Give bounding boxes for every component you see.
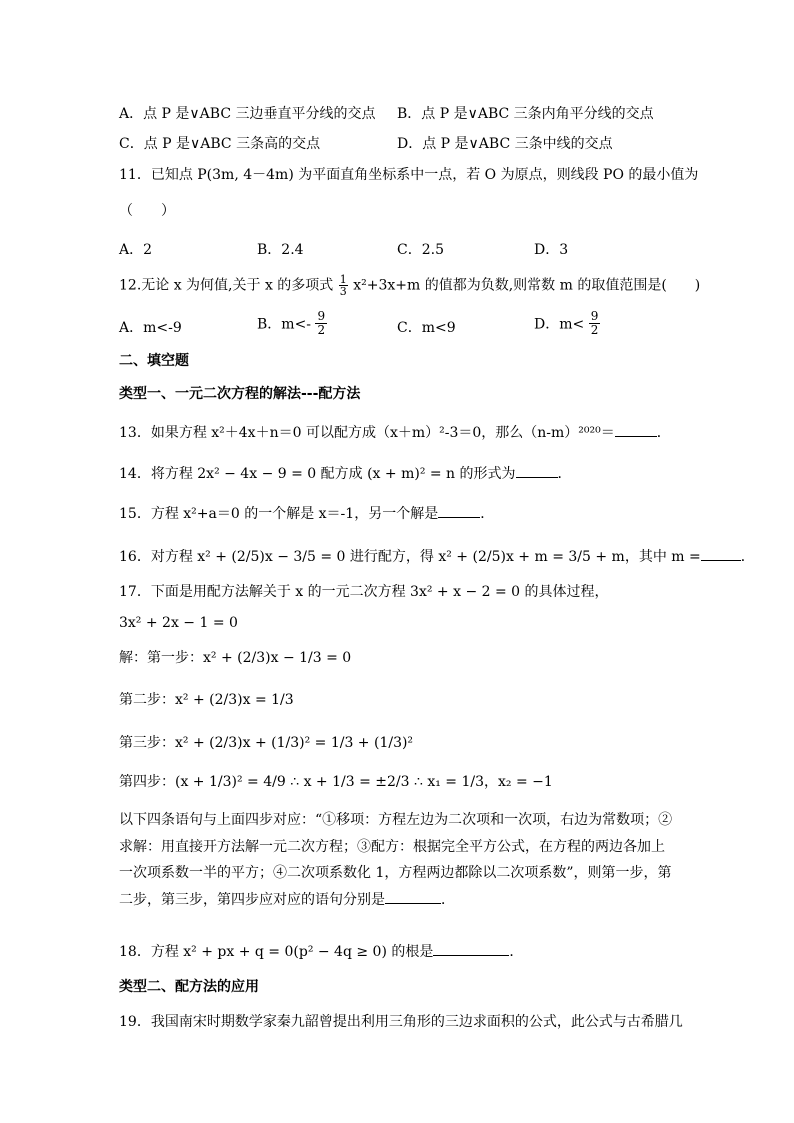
- q12-option-b-text: B．m<-: [257, 316, 312, 333]
- q17-stem: 17．下面是用配方法解关于 x 的一元二次方程 3x² + x − 2 = 0 的具体过程，: [119, 584, 609, 600]
- q13-blank: [615, 422, 657, 437]
- type2-heading: 类型二、配方法的应用: [119, 979, 259, 995]
- q17-period: ．: [441, 891, 455, 908]
- q12-fraction: [339, 274, 348, 297]
- q17-paragraph: [119, 807, 679, 913]
- q11-option-d: D．3: [534, 242, 569, 258]
- q16-text: 16．对方程 x² + (2/5)x − 3/5 = 0 进行配方，得 x² + (2/5)x + m = 3/5 + m，其中 m =: [119, 549, 701, 565]
- q18-period: ．: [509, 944, 524, 960]
- q16-period: ．: [740, 549, 755, 565]
- q18: [119, 941, 523, 962]
- q18-blank: [433, 941, 509, 956]
- q12-stem-before: 12.无论 x 为何值,关于 x 的多项式: [119, 277, 334, 294]
- q14: [119, 463, 572, 484]
- q17-blank: [385, 889, 441, 904]
- q14-period: ．: [557, 466, 572, 482]
- q17-paragraph-line1: 以下四条语句与上面四步对应：“①移项：方程左边为二次项和一次项，右边为常数项；②: [119, 812, 673, 828]
- q13: [119, 422, 671, 443]
- q12-option-d: [534, 310, 600, 337]
- q12-option-b-fraction: [315, 310, 327, 337]
- q15: [119, 503, 494, 524]
- q14-text: 14．将方程 2x² − 4x − 9 = 0 配方成 (x + m)² = n 的形式为: [119, 466, 516, 482]
- q12-option-c: C．m<9: [397, 320, 456, 336]
- q10-option-c: C．点 P 是∨ABC 三条高的交点: [119, 136, 321, 152]
- q11-answer-paren: （ ）: [119, 203, 175, 219]
- q10-option-d: D．点 P 是∨ABC 三条中线的交点: [397, 136, 613, 152]
- q15-text: 15．方程 x²+a＝0 的一个解是 x＝-1，另一个解是: [119, 506, 439, 522]
- q17-step3: 第三步：x² + (2/3)x + (1/3)² = 1/3 + (1/3)²: [119, 735, 414, 751]
- q10-option-b: B．点 P 是∨ABC 三条内角平分线的交点: [397, 106, 654, 122]
- q12-option-b-num: 9: [317, 309, 326, 323]
- q11-option-b: B．2.4: [257, 242, 304, 258]
- q13-text: 13．如果方程 x²＋4x＋n＝0 可以配方成（x＋m）²-3＝0，那么（n-m）²⁰²⁰＝: [119, 425, 615, 441]
- q12-option-b: [257, 310, 327, 337]
- q17-paragraph-line2: 求解：用直接开方法解一元二次方程；③配方：根据完全平方公式，在方程的两边各加上: [119, 838, 665, 855]
- q17-step4: 第四步：(x + 1/3)² = 4/9 ∴ x + 1/3 = ±2/3 ∴ x₁ = 1/3，x₂ = −1: [119, 774, 553, 790]
- q12-option-d-text: D．m<: [534, 316, 585, 333]
- q18-text: 18．方程 x² + px + q = 0(p² − 4q ≥ 0) 的根是: [119, 944, 434, 960]
- q12-fraction-den: 3: [339, 285, 347, 298]
- q12-option-a: A．m<-9: [119, 320, 182, 336]
- q12-option-d-fraction: [589, 310, 601, 337]
- q16: [119, 546, 755, 567]
- q12-option-d-num: 9: [590, 309, 599, 323]
- q16-blank: [701, 546, 741, 561]
- q19-stem: 19．我国南宋时期数学家秦九韶曾提出利用三角形的三边求面积的公式，此公式与古希腊几: [119, 1014, 683, 1030]
- q12-option-d-den: 2: [590, 323, 599, 337]
- q11-option-c: C．2.5: [397, 242, 444, 258]
- q15-blank: [438, 503, 480, 518]
- q17-step1: 解：第一步：x² + (2/3)x − 1/3 = 0: [119, 650, 352, 666]
- q13-period: ．: [656, 425, 671, 441]
- section-fill-in-heading: 二、填空题: [119, 353, 189, 369]
- q14-blank: [516, 463, 558, 478]
- q10-option-a: A．点 P 是∨ABC 三边垂直平分线的交点: [119, 106, 376, 122]
- q12-stem-after: x²+3x+m 的值都为负数,则常数 m 的取值范围是( ): [353, 277, 701, 294]
- q17-paragraph-line4-text: 二步，第三步，第四步应对应的语句分别是: [119, 891, 385, 908]
- q17-step2: 第二步：x² + (2/3)x = 1/3: [119, 692, 294, 708]
- q12-fraction-num: 1: [339, 273, 347, 286]
- q12-stem: [119, 274, 700, 297]
- q11-option-a: A．2: [119, 242, 153, 258]
- type1-heading: 类型一、一元二次方程的解法---配方法: [119, 386, 361, 402]
- q17-paragraph-line4: [119, 887, 679, 914]
- q17-equation: 3x² + 2x − 1 = 0: [119, 615, 238, 631]
- q12-option-b-den: 2: [317, 323, 326, 337]
- q17-paragraph-line3: 一次项系数一半的平方；④二次项系数化 1，方程两边都除以二次项系数”，则第一步，第: [119, 865, 672, 881]
- q11-stem: 11．已知点 P(3m, 4－4m) 为平面直角坐标系中一点，若 O 为原点，则线段 PO 的最小值为: [119, 167, 699, 183]
- q15-period: ．: [480, 506, 495, 522]
